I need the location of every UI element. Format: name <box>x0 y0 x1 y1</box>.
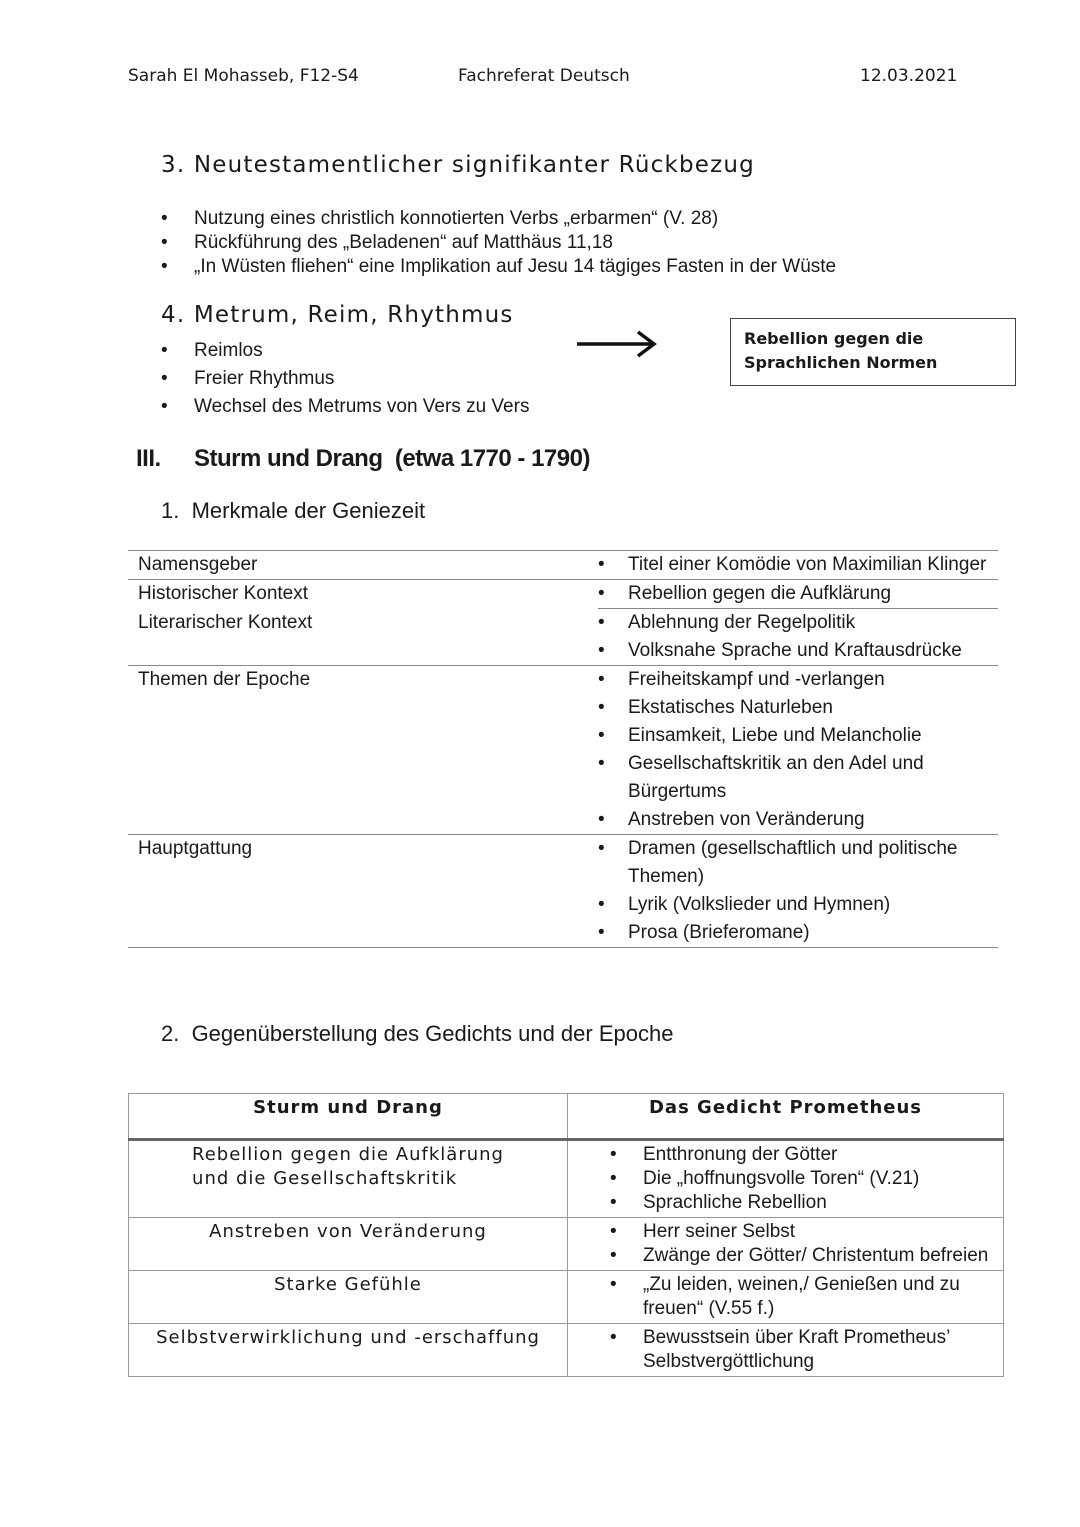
row-content <box>598 609 998 666</box>
list-item: • Ablehnung der Regelpolitik <box>598 609 998 637</box>
row-label: Historischer Kontext <box>128 580 598 609</box>
poem-cell <box>568 1140 1004 1218</box>
list-item: • Ekstatisches Naturleben <box>598 694 998 722</box>
list-item: • Entthronung der Götter <box>610 1143 1003 1167</box>
table-row <box>129 1324 1004 1377</box>
list-item: • Sprachliche Rebellion <box>610 1191 1003 1215</box>
callout-line-2: Sprachlichen Normen <box>744 353 938 372</box>
header-date: 12.03.2021 <box>860 66 958 86</box>
callout-box <box>730 318 1016 386</box>
header-subject: Fachreferat Deutsch <box>458 66 630 86</box>
epoch-line: Rebellion gegen die Aufklärung <box>192 1144 504 1165</box>
table-row <box>128 551 998 580</box>
characteristics-table <box>128 550 998 948</box>
callout-line-1: Rebellion gegen die <box>744 329 924 348</box>
list-item: • „Zu leiden, weinen,/ Genießen und zu freuen“ (V.55 f.) <box>610 1273 1003 1321</box>
list-item: • Herr seiner Selbst <box>610 1220 1003 1244</box>
epoch-line: und die Gesellschaftskritik <box>192 1168 458 1189</box>
section-3-title: 3. Neutestamentlicher signifikanter Rückbezug <box>161 152 755 178</box>
table-row <box>128 835 998 948</box>
epoch-line: Selbstverwirklichung und -erschaffung <box>156 1327 540 1348</box>
column-header-epoch: Sturm und Drang <box>129 1094 568 1140</box>
row-content <box>598 551 998 580</box>
table-row <box>129 1140 1004 1218</box>
epoch-cell <box>129 1140 568 1218</box>
list-item: • Freier Rhythmus <box>161 365 661 393</box>
list-item: • Volksnahe Sprache und Kraftausdrücke <box>598 637 998 665</box>
list-item: • Reimlos <box>161 337 661 365</box>
row-label: Hauptgattung <box>128 835 598 948</box>
table-row <box>128 609 998 666</box>
arrow-right-icon <box>574 328 660 360</box>
list-item: • Rebellion gegen die Aufklärung <box>598 580 998 608</box>
epoch-cell <box>129 1271 568 1324</box>
row-content <box>598 666 998 835</box>
table-row <box>129 1218 1004 1271</box>
subsection-1-title: 1. Merkmale der Geniezeit <box>161 498 426 523</box>
list-item: • Einsamkeit, Liebe und Melancholie <box>598 722 998 750</box>
list-item: • Wechsel des Metrums von Vers zu Vers <box>161 393 661 421</box>
row-label: Namensgeber <box>128 551 598 580</box>
poem-cell <box>568 1271 1004 1324</box>
list-item: • Rückführung des „Beladenen“ auf Matthäus 11,18 <box>161 231 1041 255</box>
section-4-title: 4. Metrum, Reim, Rhythmus <box>161 302 514 328</box>
epoch-cell <box>129 1324 568 1377</box>
header-author: Sarah El Mohasseb, F12-S4 <box>128 66 359 86</box>
list-item: • Dramen (gesellschaftlich und politische Themen) <box>598 835 998 891</box>
list-item: • Zwänge der Götter/ Christentum befreien <box>610 1244 1003 1268</box>
list-item: • Gesellschaftskritik an den Adel und Bürgertums <box>598 750 998 806</box>
subsection-2-title: 2. Gegenüberstellung des Gedichts und der Epoche <box>161 1021 674 1046</box>
table-row <box>128 580 998 609</box>
poem-cell <box>568 1218 1004 1271</box>
list-item: • Anstreben von Veränderung <box>598 806 998 834</box>
list-item: • Nutzung eines christlich konnotierten Verbs „erbarmen“ (V. 28) <box>161 207 1041 231</box>
row-content <box>598 580 998 609</box>
poem-cell <box>568 1324 1004 1377</box>
list-item: • Freiheitskampf und -verlangen <box>598 666 998 694</box>
list-item: • „In Wüsten fliehen“ eine Implikation auf Jesu 14 tägiges Fasten in der Wüste <box>161 255 1041 279</box>
table-row <box>129 1271 1004 1324</box>
row-label: Themen der Epoche <box>128 666 598 835</box>
list-item: • Bewusstsein über Kraft Prometheus’ Selbstvergöttlichung <box>610 1326 1003 1374</box>
epoch-line: Anstreben von Veränderung <box>209 1221 487 1242</box>
chapter-numeral: III. <box>136 445 161 472</box>
list-item: • Titel einer Komödie von Maximilian Klinger <box>598 551 998 579</box>
chapter-title: Sturm und Drang (etwa 1770 - 1790) <box>194 445 590 472</box>
epoch-line: Starke Gefühle <box>274 1274 422 1295</box>
table-row <box>128 666 998 835</box>
epoch-cell <box>129 1218 568 1271</box>
list-item: • Lyrik (Volkslieder und Hymnen) <box>598 891 998 919</box>
list-item: • Prosa (Brieferomane) <box>598 919 998 947</box>
comparison-table <box>128 1093 1004 1377</box>
column-header-poem: Das Gedicht Prometheus <box>568 1094 1004 1140</box>
table-header-row <box>129 1094 1004 1140</box>
row-label: Literarischer Kontext <box>138 611 313 633</box>
list-item: • Die „hoffnungsvolle Toren“ (V.21) <box>610 1167 1003 1191</box>
section-3-list <box>161 207 1041 279</box>
row-content <box>598 835 998 948</box>
